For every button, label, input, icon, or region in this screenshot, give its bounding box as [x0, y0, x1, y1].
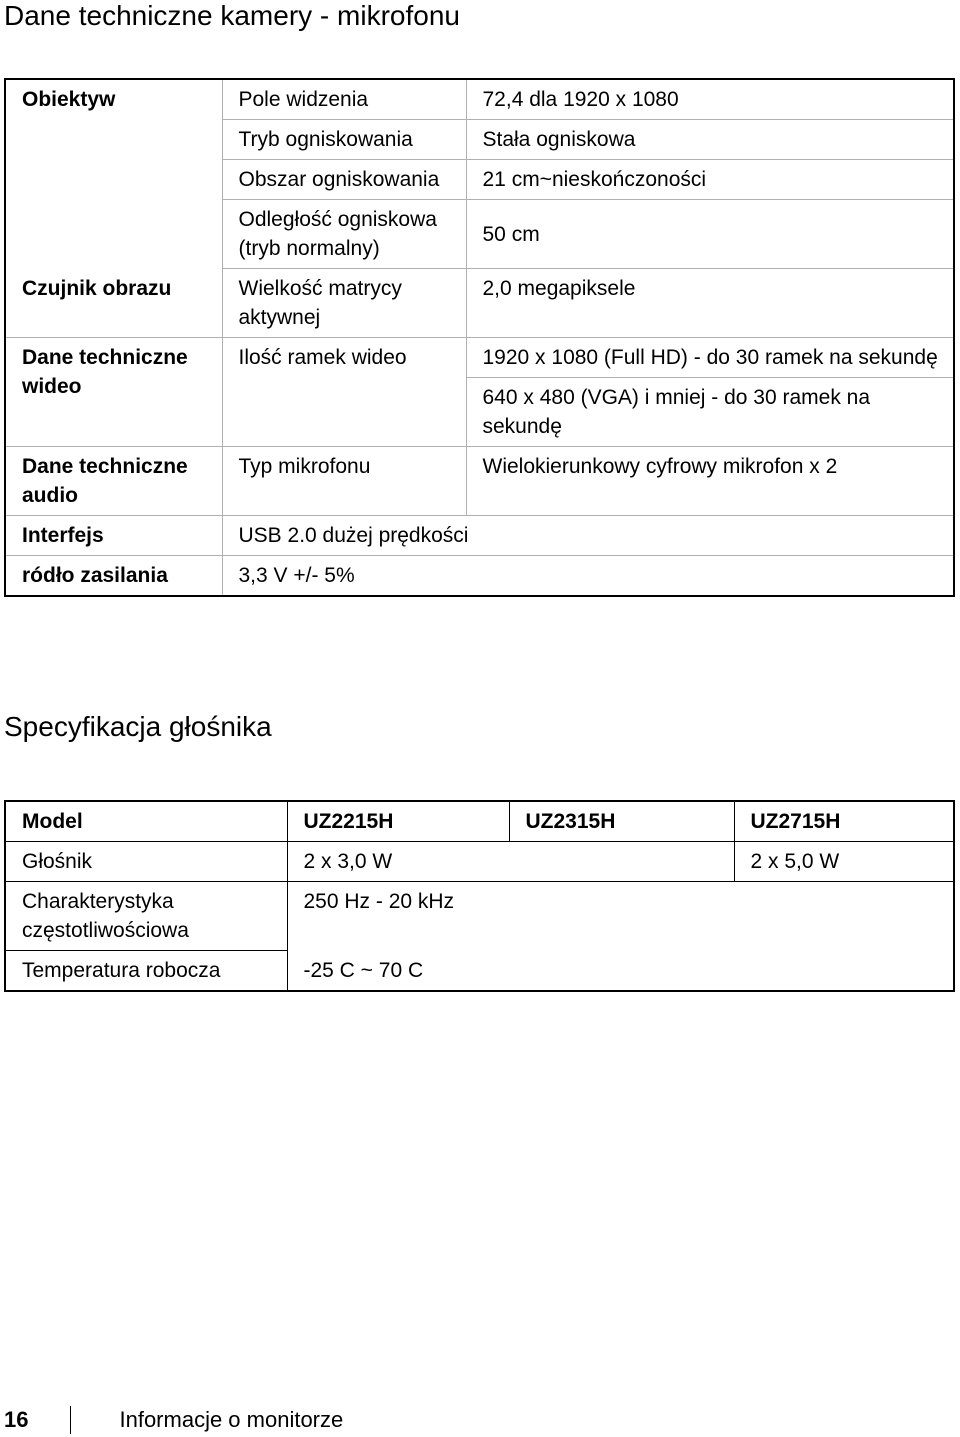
speaker-spec-table	[4, 800, 955, 992]
spec-label: Obszar ogniskowania	[222, 160, 466, 200]
spec-value: 1920 x 1080 (Full HD) - do 30 ramek na sekundę	[466, 338, 954, 378]
spec-label: Typ mikrofonu	[222, 447, 466, 516]
header-uz2315h: UZ2315H	[509, 801, 734, 842]
spec-value: USB 2.0 dużej prędkości	[222, 516, 954, 556]
spec-value: 2 x 3,0 W	[287, 842, 734, 882]
spec-label: Ilość ramek wideo	[222, 338, 466, 447]
table-row	[5, 447, 954, 516]
spec-value: 250 Hz - 20 kHz	[287, 882, 954, 951]
header-uz2715h: UZ2715H	[734, 801, 954, 842]
header-model: Model	[5, 801, 287, 842]
spec-value: Wielokierunkowy cyfrowy mikrofon x 2	[466, 447, 954, 516]
footer-section-name: Informacje o monitorze	[119, 1407, 344, 1432]
spec-value: 2 x 5,0 W	[734, 842, 954, 882]
camera-section-title: Dane techniczne kamery - mikrofonu	[4, 0, 460, 31]
camera-spec-table	[4, 78, 955, 597]
row-label-audio: Dane techniczne audio	[5, 447, 222, 516]
header-uz2215h: UZ2215H	[287, 801, 509, 842]
spec-value: 3,3 V +/- 5%	[222, 556, 954, 597]
table-row	[5, 882, 954, 951]
table-row	[5, 79, 954, 120]
spec-value: Stała ogniskowa	[466, 120, 954, 160]
spec-value: -25 C ~ 70 C	[287, 951, 954, 992]
speaker-section-title: Specyfikacja głośnika	[4, 711, 272, 742]
table-row	[5, 556, 954, 597]
page-footer	[4, 1405, 343, 1435]
spec-value: 2,0 megapiksele	[466, 269, 954, 338]
table-row	[5, 801, 954, 842]
table-row	[5, 338, 954, 378]
table-row	[5, 842, 954, 882]
row-label-interface: Interfejs	[5, 516, 222, 556]
row-label-lens: Obiektyw	[22, 88, 116, 111]
spec-label: Odległość ogniskowa (tryb normalny)	[222, 200, 466, 269]
spec-value: 21 cm~nieskończoności	[466, 160, 954, 200]
spec-label: Wielkość matrycy aktywnej	[222, 269, 466, 338]
table-row	[5, 269, 954, 338]
spec-label: Pole widzenia	[222, 79, 466, 120]
page-number: 16	[4, 1407, 29, 1432]
table-row	[5, 951, 954, 992]
row-label-temperature: Temperatura robocza	[5, 951, 287, 992]
spec-label: Tryb ogniskowania	[222, 120, 466, 160]
spec-value: 72,4 dla 1920 x 1080	[466, 79, 954, 120]
row-label-power: ródło zasilania	[22, 564, 168, 587]
footer-divider	[70, 1406, 71, 1434]
row-label-sensor: Czujnik obrazu	[5, 269, 222, 338]
row-label-frequency: Charakterystyka częstotliwościowa	[5, 882, 287, 951]
table-row	[5, 516, 954, 556]
spec-value: 50 cm	[466, 200, 954, 269]
spec-value: 640 x 480 (VGA) i mniej - do 30 ramek na sekundę	[466, 378, 954, 447]
row-label-speaker: Głośnik	[5, 842, 287, 882]
row-label-video: Dane techniczne wideo	[5, 338, 222, 447]
